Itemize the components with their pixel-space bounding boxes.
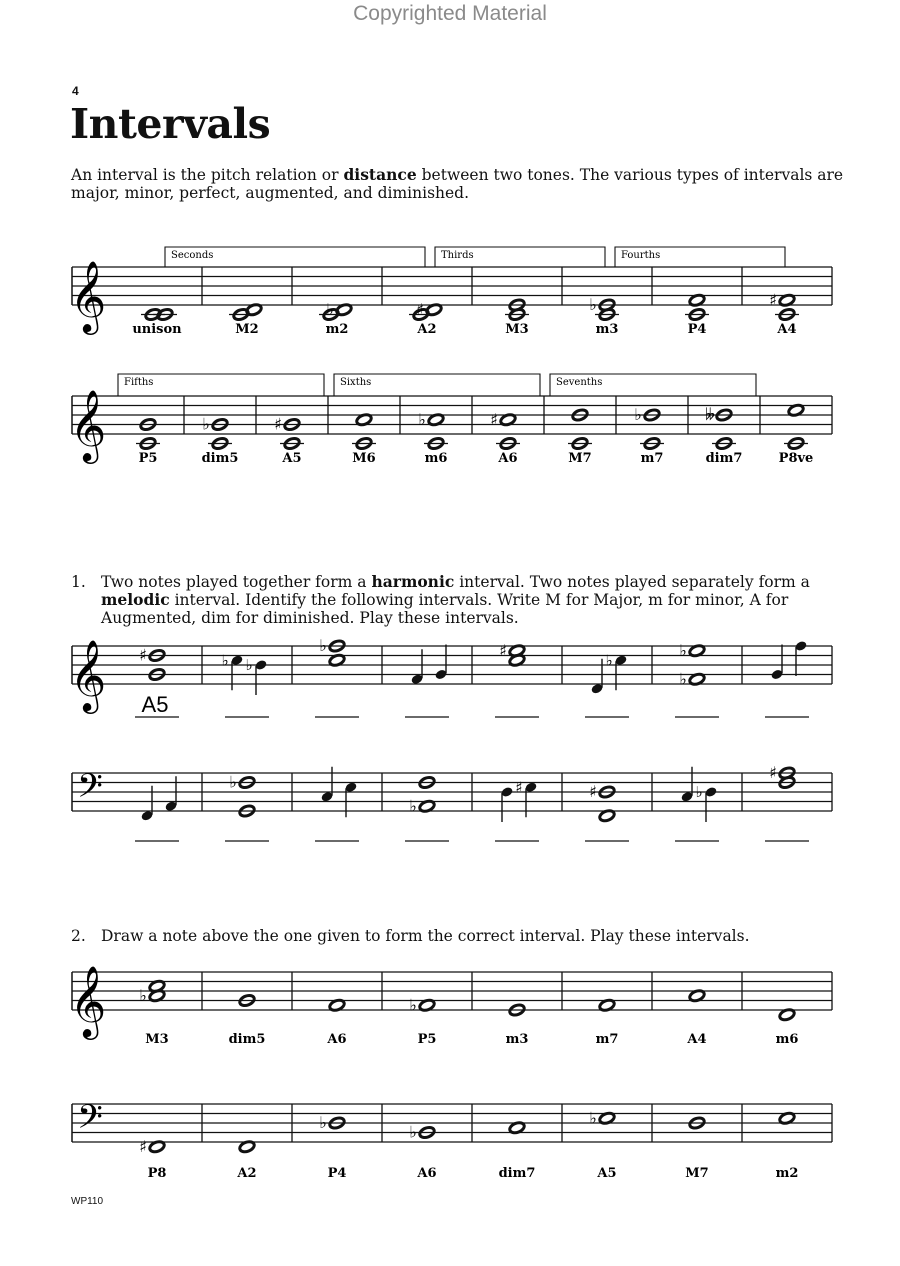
q2-treble-interval-label: m3 [505,1032,529,1047]
sharp-sign-icon: ♯ [769,763,777,782]
footer-code: WP110 [71,1196,104,1207]
group-label-sevenths: Sevenths [556,377,603,388]
q2-treble-interval-label: A4 [687,1032,707,1047]
bass-clef-icon: 𝄢 [77,767,103,814]
reference-label: P5 [138,451,158,466]
q1-text-2: interval. Two notes played separately form a [454,573,810,591]
intro-text-2: between two tones. The various types of intervals are major, minor, perfect, augmented, and diminished. [71,166,844,202]
reference-label: m6 [424,451,448,466]
q2-treble-interval-label: P5 [417,1032,437,1047]
reference-label: M7 [568,451,592,466]
q2-treble-interval-label: M3 [145,1032,169,1047]
flat-sign-icon: ♭ [202,414,210,434]
q2-bass-interval-label: P4 [327,1166,347,1181]
flat-sign-icon: ♭ [245,656,253,674]
q2-bass-interval-label: P8 [147,1166,167,1181]
question-1-number: 1. [71,573,86,591]
flat-sign-icon: ♭ [634,405,642,424]
copyright-watermark: Copyrighted Material [353,2,547,25]
reference-label: unison [132,322,182,337]
flat-sign-icon: ♭ [418,409,426,429]
reference-label: M3 [505,322,529,337]
reference-label: m2 [325,322,349,337]
reference-label: A5 [282,451,302,466]
sharp-sign-icon: ♯ [416,299,424,319]
intro-text-1: An interval is the pitch relation or [71,166,344,184]
reference-label: m7 [640,451,664,466]
flat-sign-icon: ♭ [139,985,147,1005]
question-2-number: 2. [71,927,86,945]
flat-sign-icon: ♭ [409,995,417,1015]
example-answer-text: A5 [141,692,169,717]
reference-label: P4 [687,322,707,337]
page-number: 4 [72,84,79,98]
doubleflat-sign-icon: 𝄫 [705,405,715,424]
flat-sign-icon: ♭ [589,1108,597,1128]
sharp-sign-icon: ♯ [274,414,282,434]
sharp-sign-icon: ♯ [499,640,507,660]
flat-sign-icon: ♭ [319,636,327,655]
q1-bold-melodic: melodic [101,590,170,609]
bass-clef-icon: 𝄢 [77,1098,103,1145]
q1-text-3: interval. Identify the following intervals. Write M for Major, m for minor, A for Augmented, dim for diminished. Play these intervals. [101,591,789,627]
group-label-fourths: Fourths [621,250,661,261]
q2-bass-interval-label: M7 [685,1166,709,1181]
staff-lines [70,259,832,1145]
reference-label: A2 [417,322,437,337]
reference-label: dim5 [201,451,239,466]
q2-bass-interval-label: dim7 [498,1166,536,1181]
reference-label: m3 [595,322,619,337]
q2-bass-interval-label: A6 [417,1166,437,1181]
treble-clef-icon: 𝄞 [69,638,107,711]
flat-sign-icon: ♭ [409,1122,417,1142]
flat-sign-icon: ♭ [319,1113,327,1132]
q1-bold-harmonic: harmonic [371,572,455,591]
flat-sign-icon: ♭ [326,299,334,319]
treble-clef-icon: 𝄞 [69,259,107,332]
reference-label: dim7 [705,451,743,466]
flat-sign-icon: ♭ [589,295,597,314]
group-label-sixths: Sixths [340,377,372,388]
treble-clef-icon: 𝄞 [69,964,107,1037]
q2-bass-interval-label: A2 [237,1166,257,1181]
sharp-sign-icon: ♯ [769,290,777,310]
sharp-sign-icon: ♯ [589,782,597,801]
page-title: Intervals [70,100,271,148]
sharp-sign-icon: ♯ [139,645,147,665]
reference-label: A6 [498,451,518,466]
flat-sign-icon: ♭ [605,651,613,670]
group-label-thirds: Thirds [441,250,474,261]
flat-sign-icon: ♭ [229,772,237,792]
sharp-sign-icon: ♯ [490,409,498,429]
q2-bass-interval-label: m2 [775,1166,799,1181]
staff-labels [124,250,813,1181]
group-label-fifths: Fifths [124,377,154,388]
reference-label: A4 [777,322,797,337]
intro-bold-distance: distance [343,165,417,184]
reference-label: P8ve [778,451,814,466]
flat-sign-icon: ♭ [679,669,687,689]
flat-sign-icon: ♭ [409,796,417,816]
q2-treble-interval-label: m6 [775,1032,799,1047]
q2-treble-interval-label: A6 [327,1032,347,1047]
flat-sign-icon: ♭ [695,783,703,801]
flat-sign-icon: ♭ [221,651,229,670]
sharp-sign-icon: ♯ [515,778,523,797]
q2-bass-interval-label: A5 [597,1166,617,1181]
reference-label: M2 [235,322,259,337]
reference-label: M6 [352,451,376,466]
q1-text-1: Two notes played together form a [101,573,372,591]
q2-treble-interval-label: dim5 [228,1032,266,1047]
interval-group-brackets [118,247,785,396]
question-2-text: Draw a note above the one given to form the correct interval. Play these intervals. [101,927,750,945]
q2-treble-interval-label: m7 [595,1032,619,1047]
treble-clef-icon: 𝄞 [69,388,107,461]
sharp-sign-icon: ♯ [139,1136,147,1156]
group-label-seconds: Seconds [171,250,214,261]
flat-sign-icon: ♭ [679,640,687,660]
